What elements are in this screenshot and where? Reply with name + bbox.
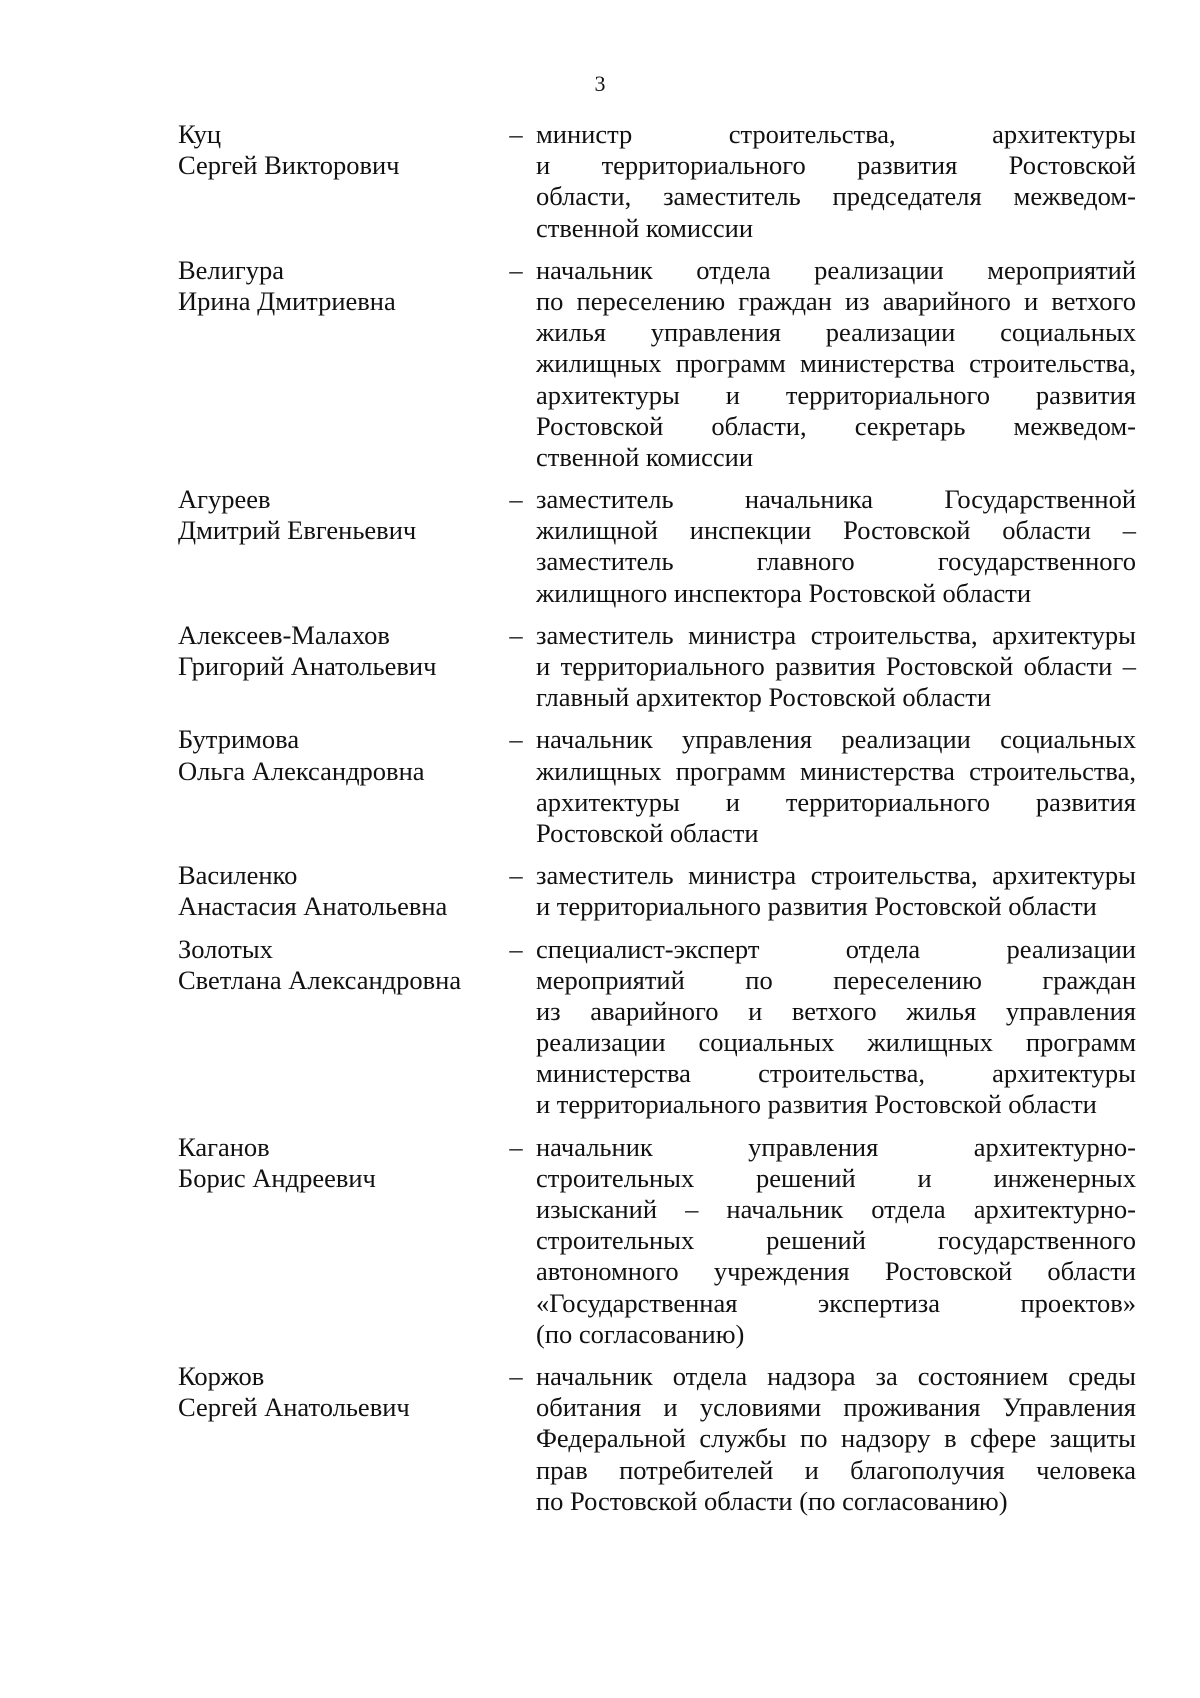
position-line: из аварийного и ветхого жилья управления: [536, 995, 1136, 1026]
member-surname: Каганов: [178, 1131, 270, 1162]
member-given-names: Ольга Александровна: [178, 755, 425, 786]
separator-dash: –: [509, 484, 523, 515]
member-entry: [178, 934, 1138, 1121]
member-given-names: Анастасия Анатольевна: [178, 891, 448, 922]
member-entry: [178, 620, 1138, 714]
position-line: жилья управления реализации социальных: [536, 317, 1136, 348]
separator-dash: –: [509, 1360, 523, 1391]
member-given-names: Григорий Анатольевич: [178, 651, 437, 682]
member-name: [178, 620, 496, 682]
position-line: министр строительства, архитектуры: [536, 119, 1136, 149]
member-surname: Золотых: [178, 933, 273, 964]
position-line: «Государственная экспертиза проектов»: [536, 1287, 1136, 1318]
member-position: [536, 1361, 1136, 1517]
position-line: строительных решений и инженерных: [536, 1162, 1136, 1193]
member-position: [536, 620, 1136, 714]
position-line: (по согласованию): [536, 1318, 745, 1349]
member-entry: [178, 860, 1138, 922]
member-name: [178, 1361, 496, 1423]
member-given-names: Сергей Викторович: [178, 150, 400, 181]
position-line: архитектуры и территориального развития: [536, 379, 1136, 410]
member-position: [536, 860, 1136, 922]
position-line: заместитель начальника Государственной: [536, 484, 1136, 515]
member-position: [536, 255, 1136, 473]
separator-dash: –: [509, 254, 523, 285]
separator-dash: –: [509, 1131, 523, 1162]
member-surname: Василенко: [178, 860, 298, 891]
member-given-names: Дмитрий Евгеньевич: [178, 515, 417, 546]
member-given-names: Сергей Анатольевич: [178, 1392, 410, 1423]
member-name: [178, 724, 496, 786]
member-surname: Агуреев: [178, 484, 271, 515]
member-surname: Алексеев-Малахов: [178, 619, 390, 650]
separator-dash: –: [509, 119, 523, 149]
position-line: жилищных программ министерства строительства,: [536, 348, 1136, 379]
position-line: главный архитектор Ростовской области: [536, 682, 992, 713]
member-entry: [178, 119, 1138, 244]
separator-dash: –: [509, 619, 523, 650]
member-name: [178, 934, 496, 996]
position-line: специалист-эксперт отдела реализации: [536, 933, 1136, 964]
position-line: по переселению граждан из аварийного и ветхого: [536, 285, 1136, 316]
member-given-names: Ирина Дмитриевна: [178, 285, 396, 316]
position-line: реализации социальных жилищных программ: [536, 1027, 1136, 1058]
member-name: [178, 484, 496, 546]
position-line: Ростовской области, секретарь межведом-: [536, 410, 1136, 441]
position-line: начальник управления архитектурно-: [536, 1131, 1136, 1162]
position-line: прав потребителей и благополучия человека: [536, 1454, 1136, 1485]
position-line: заместитель министра строительства, архитектуры: [536, 619, 1136, 650]
member-given-names: Светлана Александровна: [178, 964, 462, 995]
position-line: жилищного инспектора Ростовской области: [536, 577, 1032, 608]
member-entry: [178, 1361, 1138, 1517]
member-surname: Коржов: [178, 1360, 265, 1391]
position-line: Федеральной службы по надзору в сфере защиты: [536, 1423, 1136, 1454]
member-entry: [178, 724, 1138, 849]
commission-member-list: [178, 119, 1138, 1517]
separator-dash: –: [509, 724, 523, 755]
position-line: и территориального развития Ростовской: [536, 150, 1136, 181]
member-position: [536, 724, 1136, 849]
member-name: [178, 860, 496, 922]
position-line: заместитель министра строительства, архитектуры: [536, 860, 1136, 891]
position-line: и территориального развития Ростовской области –: [536, 651, 1136, 681]
member-position: [536, 119, 1136, 244]
member-entry: [178, 255, 1138, 473]
position-line: начальник отдела надзора за состоянием среды: [536, 1360, 1136, 1391]
position-line: начальник управления реализации социальных: [536, 724, 1136, 755]
position-line: заместитель главного государственного: [536, 546, 1136, 577]
member-surname: Бутримова: [178, 724, 300, 755]
member-position: [536, 484, 1136, 609]
separator-dash: –: [509, 933, 523, 964]
member-position: [536, 934, 1136, 1121]
position-line: и территориального развития Ростовской области: [536, 891, 1097, 922]
position-line: ственной комиссии: [536, 441, 753, 472]
position-line: жилищных программ министерства строительства,: [536, 755, 1136, 786]
position-line: мероприятий по переселению граждан: [536, 964, 1136, 995]
position-line: архитектуры и территориального развития: [536, 786, 1136, 817]
separator-dash: –: [509, 860, 523, 891]
position-line: по Ростовской области (по согласованию): [536, 1485, 1008, 1516]
position-line: Ростовской области: [536, 817, 759, 848]
member-surname: Куц: [178, 119, 222, 149]
member-entry: [178, 484, 1138, 609]
position-line: изысканий – начальник отдела архитектурно-: [536, 1194, 1136, 1225]
member-name: [178, 1132, 496, 1194]
position-line: автономного учреждения Ростовской области: [536, 1256, 1136, 1287]
position-line: и территориального развития Ростовской области: [536, 1089, 1097, 1120]
position-line: начальник отдела реализации мероприятий: [536, 254, 1136, 285]
position-line: строительных решений государственного: [536, 1225, 1136, 1256]
position-line: обитания и условиями проживания Управления: [536, 1392, 1136, 1423]
page-number: 3: [594, 71, 606, 96]
member-surname: Велигура: [178, 254, 284, 285]
member-position: [536, 1132, 1136, 1350]
member-name: [178, 119, 496, 181]
member-name: [178, 255, 496, 317]
position-line: области, заместитель председателя межведом-: [536, 181, 1136, 212]
position-line: министерства строительства, архитектуры: [536, 1058, 1136, 1089]
member-given-names: Борис Андреевич: [178, 1162, 376, 1193]
position-line: ственной комиссии: [536, 212, 753, 243]
position-line: жилищной инспекции Ростовской области –: [536, 515, 1136, 546]
member-entry: [178, 1132, 1138, 1350]
